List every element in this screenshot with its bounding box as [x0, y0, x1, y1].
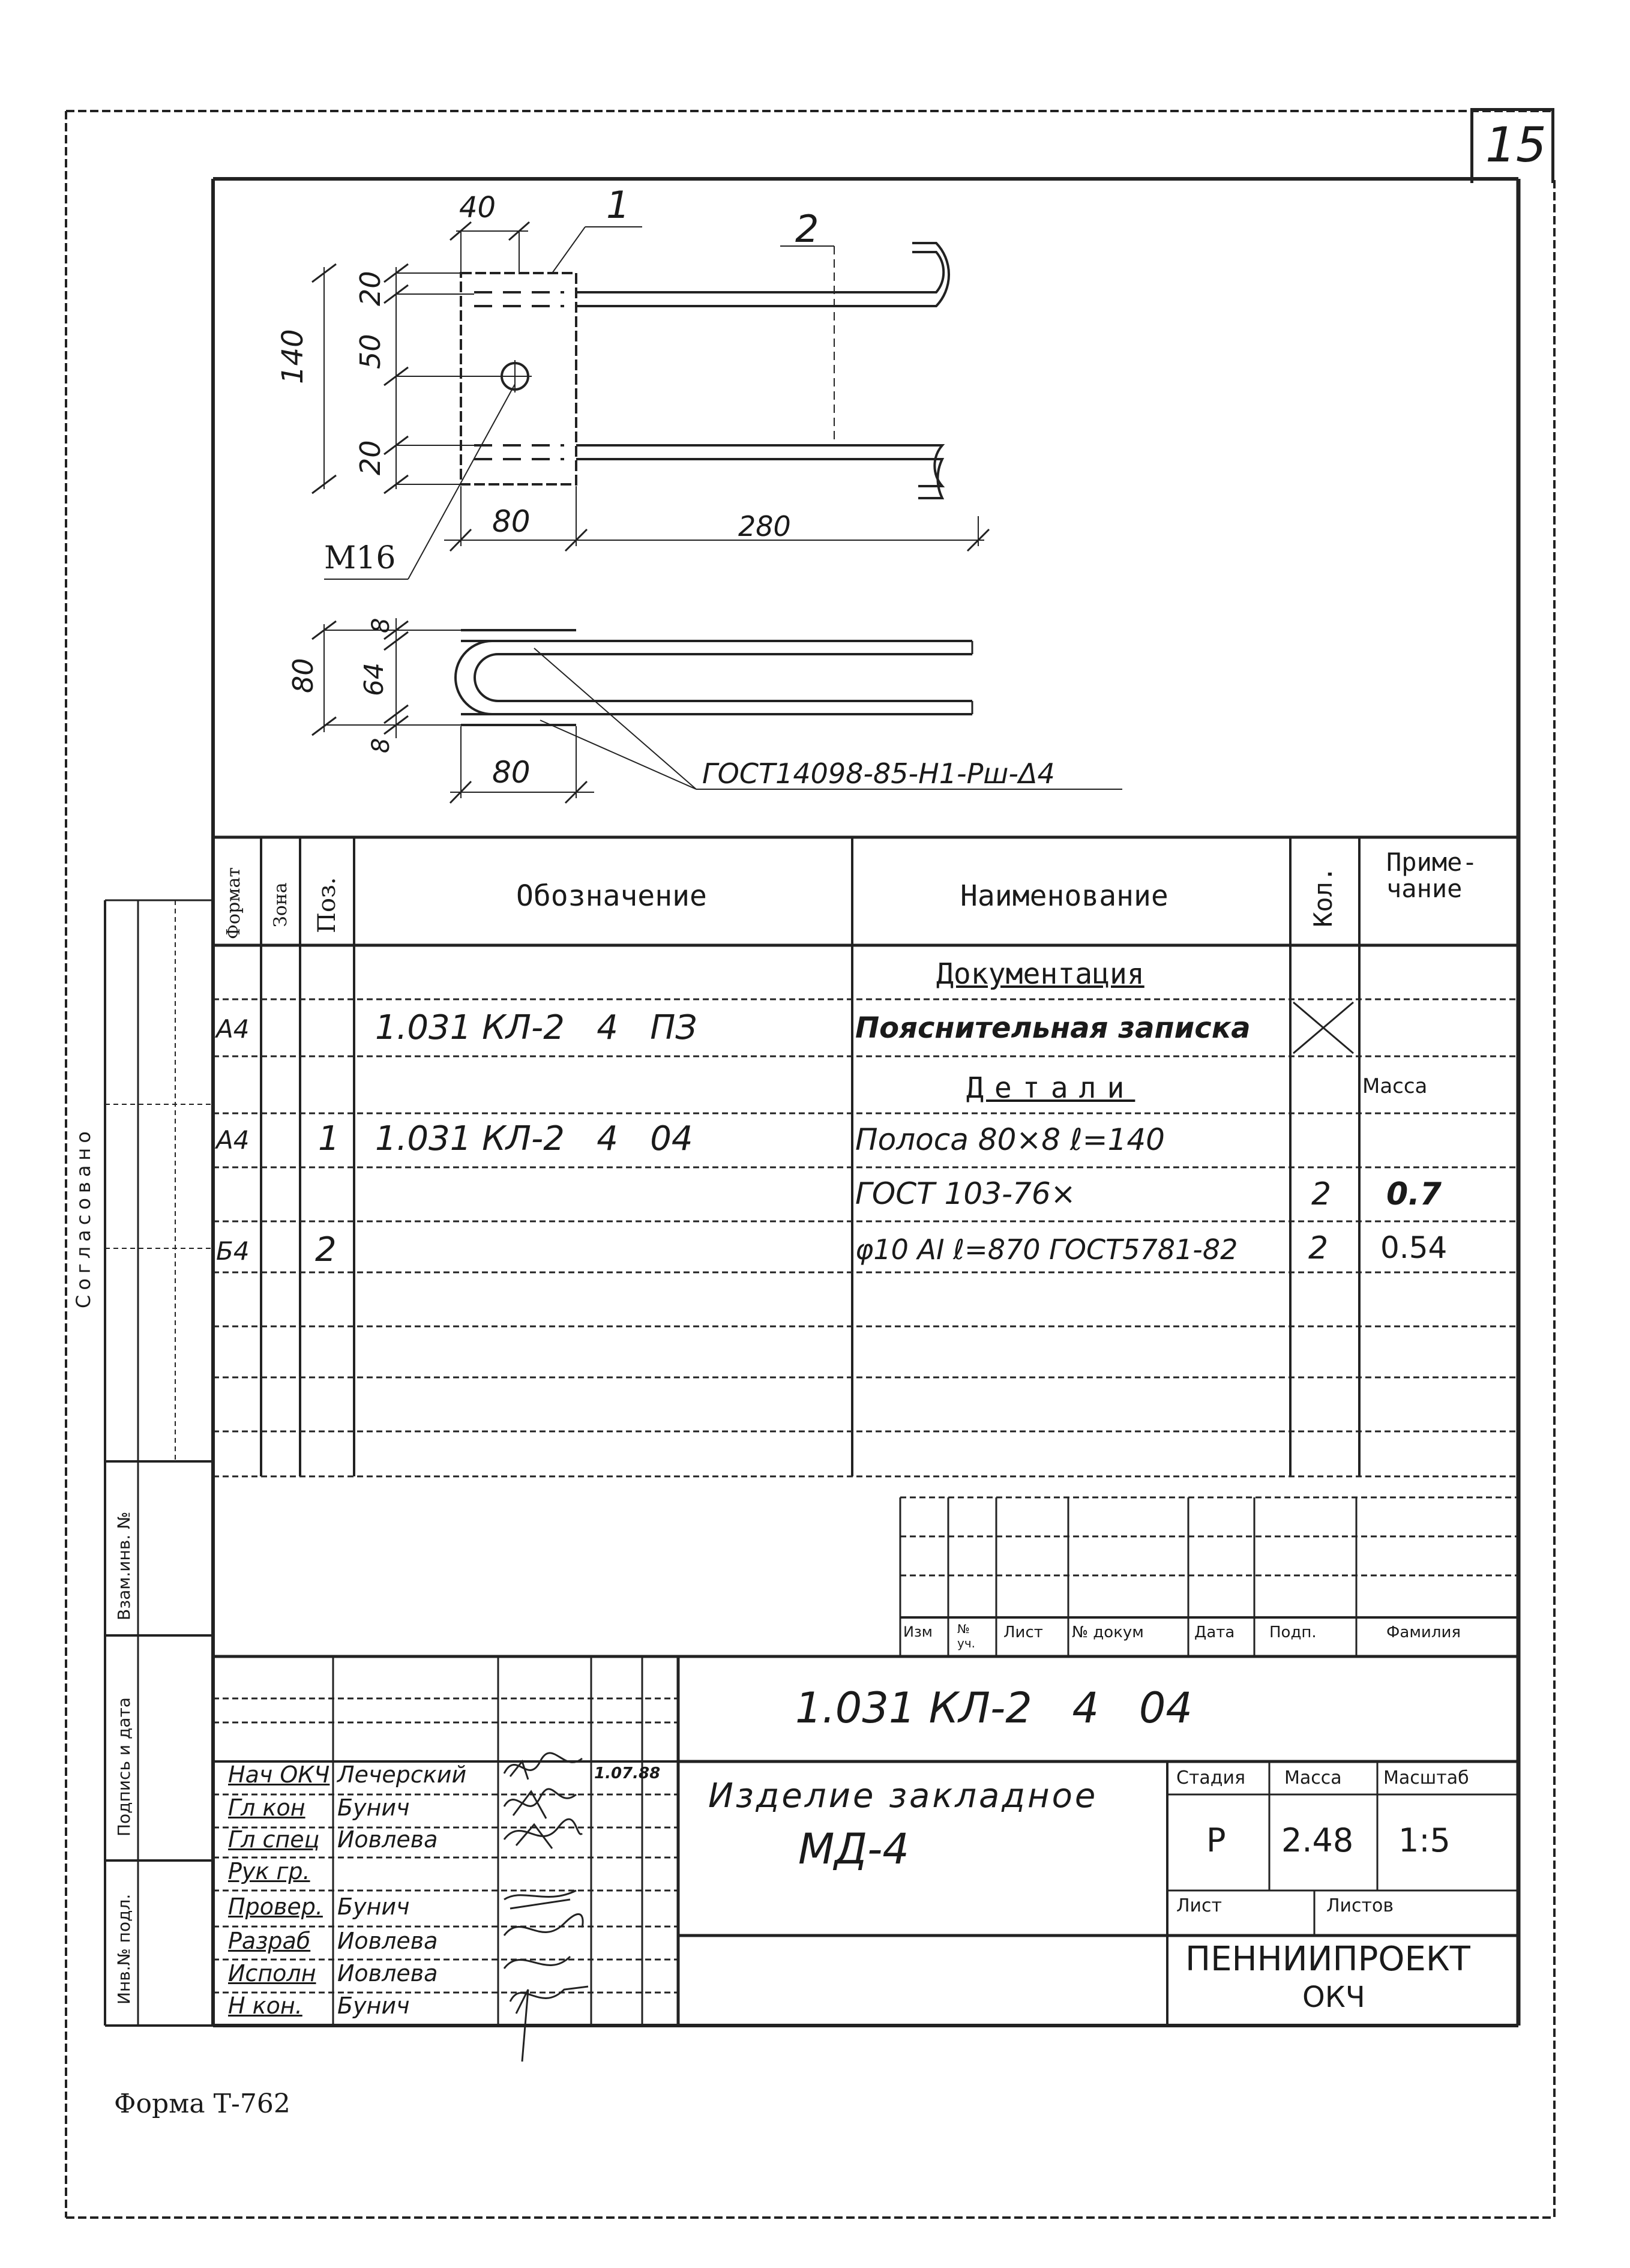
dim-80-bottom: 80 — [492, 755, 531, 790]
header-name: Наименование — [960, 879, 1168, 913]
row-4-format: Б4 — [216, 1236, 250, 1266]
plate-top-view — [312, 222, 989, 579]
agreed-label: Согласовано — [72, 1126, 95, 1308]
changes-list: Лист — [1003, 1623, 1043, 1641]
sheets-label: Листов — [1326, 1895, 1394, 1916]
role-0: Нач ОКЧ — [228, 1761, 330, 1788]
role-4: Провер. — [228, 1894, 323, 1920]
scale-value: 1:5 — [1398, 1821, 1451, 1859]
row-0-designation: 1.031 КЛ-2 4 ПЗ — [375, 1008, 697, 1047]
changes-date: Дата — [1194, 1623, 1235, 1641]
section-details: Детали — [966, 1071, 1135, 1105]
inv-orig-label: Инв.№ подл. — [114, 1894, 134, 2005]
name-6: Иовлева — [337, 1960, 438, 1987]
signatures — [498, 1749, 594, 2074]
row-2-format: А4 — [216, 1125, 250, 1155]
header-pos: Поз. — [313, 877, 341, 933]
dim-80-side: 80 — [287, 658, 319, 693]
page-number: 15 — [1485, 117, 1547, 173]
dim-40: 40 — [459, 191, 496, 224]
scale-label: Масштаб — [1383, 1767, 1469, 1788]
dim-8-bottom: 8 — [367, 738, 395, 753]
mass-value: 2.48 — [1281, 1821, 1354, 1859]
header-format: Формат — [223, 867, 244, 939]
changes-sign: Подп. — [1269, 1623, 1317, 1641]
role-3: Рук гр. — [228, 1858, 310, 1884]
document-code: 1.031 КЛ-2 4 04 — [795, 1683, 1192, 1733]
row-4-note: 0.54 — [1380, 1230, 1448, 1265]
row-4-name: φ10 АI ℓ=870 ГОСТ5781-82 — [855, 1233, 1238, 1266]
row-3-name: ГОСТ 103-76× — [855, 1176, 1076, 1211]
sign-date-label: Подпись и дата — [114, 1697, 134, 1836]
stage-label: Стадия — [1176, 1767, 1246, 1788]
row-2-pos: 1 — [318, 1119, 340, 1158]
name-7: Бунич — [337, 1993, 410, 2019]
replace-inv-label: Взам.инв. № — [114, 1511, 134, 1620]
role-5: Разраб — [228, 1928, 311, 1954]
dim-80-top: 80 — [492, 504, 531, 539]
role-7: Н кон. — [228, 1993, 302, 2019]
row-2-name: Полоса 80×8 ℓ=140 — [855, 1122, 1165, 1157]
role-2: Гл спец — [228, 1826, 320, 1853]
date-0: 1.07.88 — [594, 1764, 661, 1782]
dim-20-bottom: 20 — [354, 440, 386, 475]
header-designation: Обозначение — [516, 879, 707, 913]
stage-value: Р — [1206, 1821, 1226, 1859]
header-qty: Кол. — [1308, 866, 1338, 927]
row-1-note: Масса — [1362, 1074, 1428, 1098]
row-4-pos: 2 — [315, 1230, 337, 1269]
row-2-designation: 1.031 КЛ-2 4 04 — [375, 1119, 693, 1158]
row-3-note: 0.7 — [1386, 1176, 1442, 1212]
sheet-label: Лист — [1176, 1895, 1222, 1916]
row-0-name: Пояснительная записка — [855, 1011, 1251, 1045]
department: ОКЧ — [1302, 1981, 1365, 2014]
header-zone: Зона — [270, 882, 291, 927]
name-2: Иовлева — [337, 1826, 438, 1853]
dim-140: 140 — [276, 329, 310, 384]
row-0-format: А4 — [216, 1014, 250, 1044]
name-5: Иовлева — [337, 1928, 438, 1954]
dim-50: 50 — [354, 334, 386, 369]
product-line-2: МД-4 — [798, 1824, 909, 1874]
changes-uch: № уч. — [957, 1622, 976, 1650]
dim-280: 280 — [738, 510, 791, 543]
header-note: Приме-чание — [1386, 847, 1478, 903]
name-0: Лечерский — [337, 1761, 467, 1788]
name-1: Бунич — [337, 1794, 410, 1821]
role-1: Гл кон — [228, 1794, 305, 1821]
dim-8-top: 8 — [367, 618, 395, 633]
form-number: Форма Т-762 — [114, 2089, 290, 2119]
dim-20-top: 20 — [354, 271, 386, 306]
product-line-1: Изделие закладное — [708, 1776, 1098, 1815]
pos-1-label: 1 — [606, 183, 630, 227]
row-4-qty: 2 — [1308, 1230, 1329, 1266]
section-documentation: Документация — [936, 957, 1144, 991]
dim-m16: M16 — [324, 540, 396, 576]
role-6: Исполн — [228, 1960, 316, 1987]
dim-64: 64 — [359, 663, 389, 696]
row-3-qty: 2 — [1311, 1176, 1332, 1212]
name-4: Бунич — [337, 1894, 410, 1920]
changes-surname: Фамилия — [1386, 1623, 1461, 1641]
mass-label: Масса — [1284, 1767, 1342, 1788]
changes-doc: № докум — [1072, 1623, 1144, 1641]
changes-izm: Изм — [903, 1623, 933, 1640]
org-name: ПЕННИИПРОЕКТ — [1185, 1940, 1470, 1979]
weld-note: ГОСТ14098-85-Н1-Рш-Δ4 — [702, 757, 1055, 790]
pos-2-label: 2 — [795, 207, 819, 251]
